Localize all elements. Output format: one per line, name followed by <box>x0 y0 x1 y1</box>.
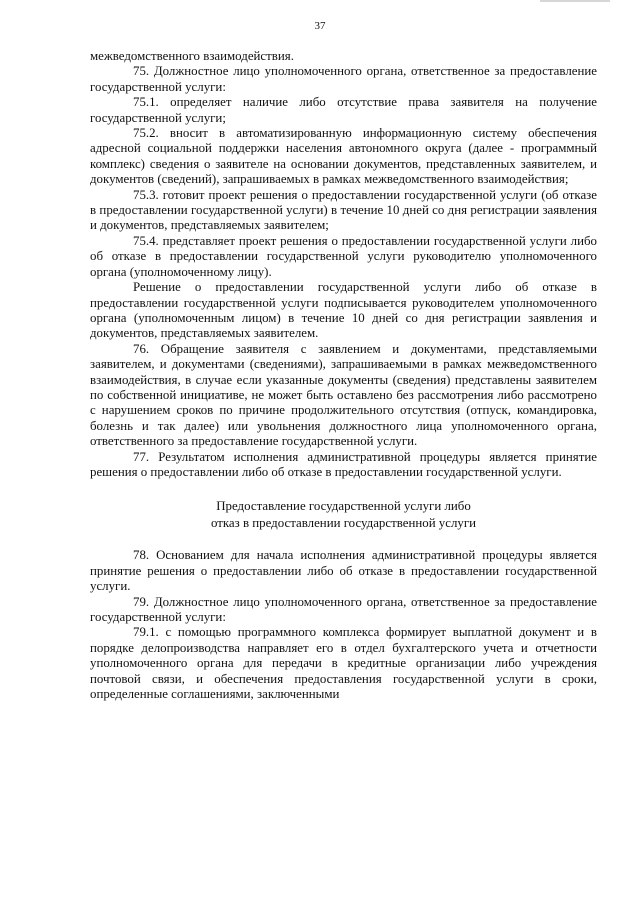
paragraph: 75.2. вносит в автоматизированную информационную систему обеспечения адресной социальной поддержки населения автономного округа (далее - программный комплекс) сведения о заявителе на основании документов, представленных заявителем, и документов (сведений), запрашиваемых в рамках межведомственного взаимодействия; <box>90 126 597 187</box>
page-number: 37 <box>314 20 326 32</box>
paragraph: 76. Обращение заявителя с заявлением и документами, представляемыми заявителем, и документами (сведениями), запрашиваемыми в рамках межведомственного взаимодействия, в случае если указанные документы (сведения) представлены заявителем по собственной инициативе, не может быть оставлено без рассмотрения либо рассмотрено с нарушением сроков по причине продолжительного отсутствия (отпуск, командировка, болезнь и так далее) или увольнения должностного лица уполномоченного органа, ответственного за предоставление государственной услуги. <box>90 341 597 449</box>
paragraph: 79. Должностное лицо уполномоченного органа, ответственное за предоставление государственной услуги: <box>90 594 597 624</box>
section-heading-line: отказ в предоставлении государственной услуги <box>210 516 477 531</box>
paragraph: 79.1. с помощью программного комплекса формирует выплатной документ и в порядке делопроизводства направляет его в отдел бухгалтерского учета и отчетности уполномоченного органа для передачи в кредитные организации либо учреждения почтовой связи, и обеспечения предоставления государственной услуги в сроки, определенные соглашениями, заключенными <box>90 625 597 702</box>
paragraph: Решение о предоставлении государственной услуги либо об отказе в предоставлении государственной услуги подписывается руководителем уполномоченного органа (уполномоченным лицом) в течение 10 дней со дня регистрации заявления и документов, представляемых заявителем. <box>90 280 597 341</box>
paragraph: межведомственного взаимодействия. <box>90 49 294 63</box>
paragraph: 75.3. готовит проект решения о предоставлении государственной услуги (об отказе в предоставлении государственной услуги) в течение 10 дней со дня регистрации заявления и документов, представляемых заявителем; <box>90 187 597 233</box>
paragraph: 77. Результатом исполнения административной процедуры является принятие решения о предоставлении либо об отказе в предоставлении государственной услуги. <box>90 449 597 479</box>
paragraph: 75.1. определяет наличие либо отсутствие права заявителя на получение государственной услуги; <box>90 95 597 125</box>
paragraph: 75.4. представляет проект решения о предоставлении государственной услуги либо об отказе в предоставлении государственной услуги руководителю уполномоченного органа (уполномоченному лицу). <box>90 233 597 279</box>
section-heading-line: Предоставление государственной услуги либо <box>216 499 471 514</box>
section-heading <box>90 498 597 532</box>
document-body <box>90 49 597 702</box>
paragraph: 75. Должностное лицо уполномоченного органа, ответственное за предоставление государственной услуги: <box>90 64 597 94</box>
scan-artifact <box>540 0 610 2</box>
paragraph: 78. Основанием для начала исполнения административной процедуры является принятие решения о предоставлении либо об отказе в предоставлении государственной услуги. <box>90 548 597 594</box>
